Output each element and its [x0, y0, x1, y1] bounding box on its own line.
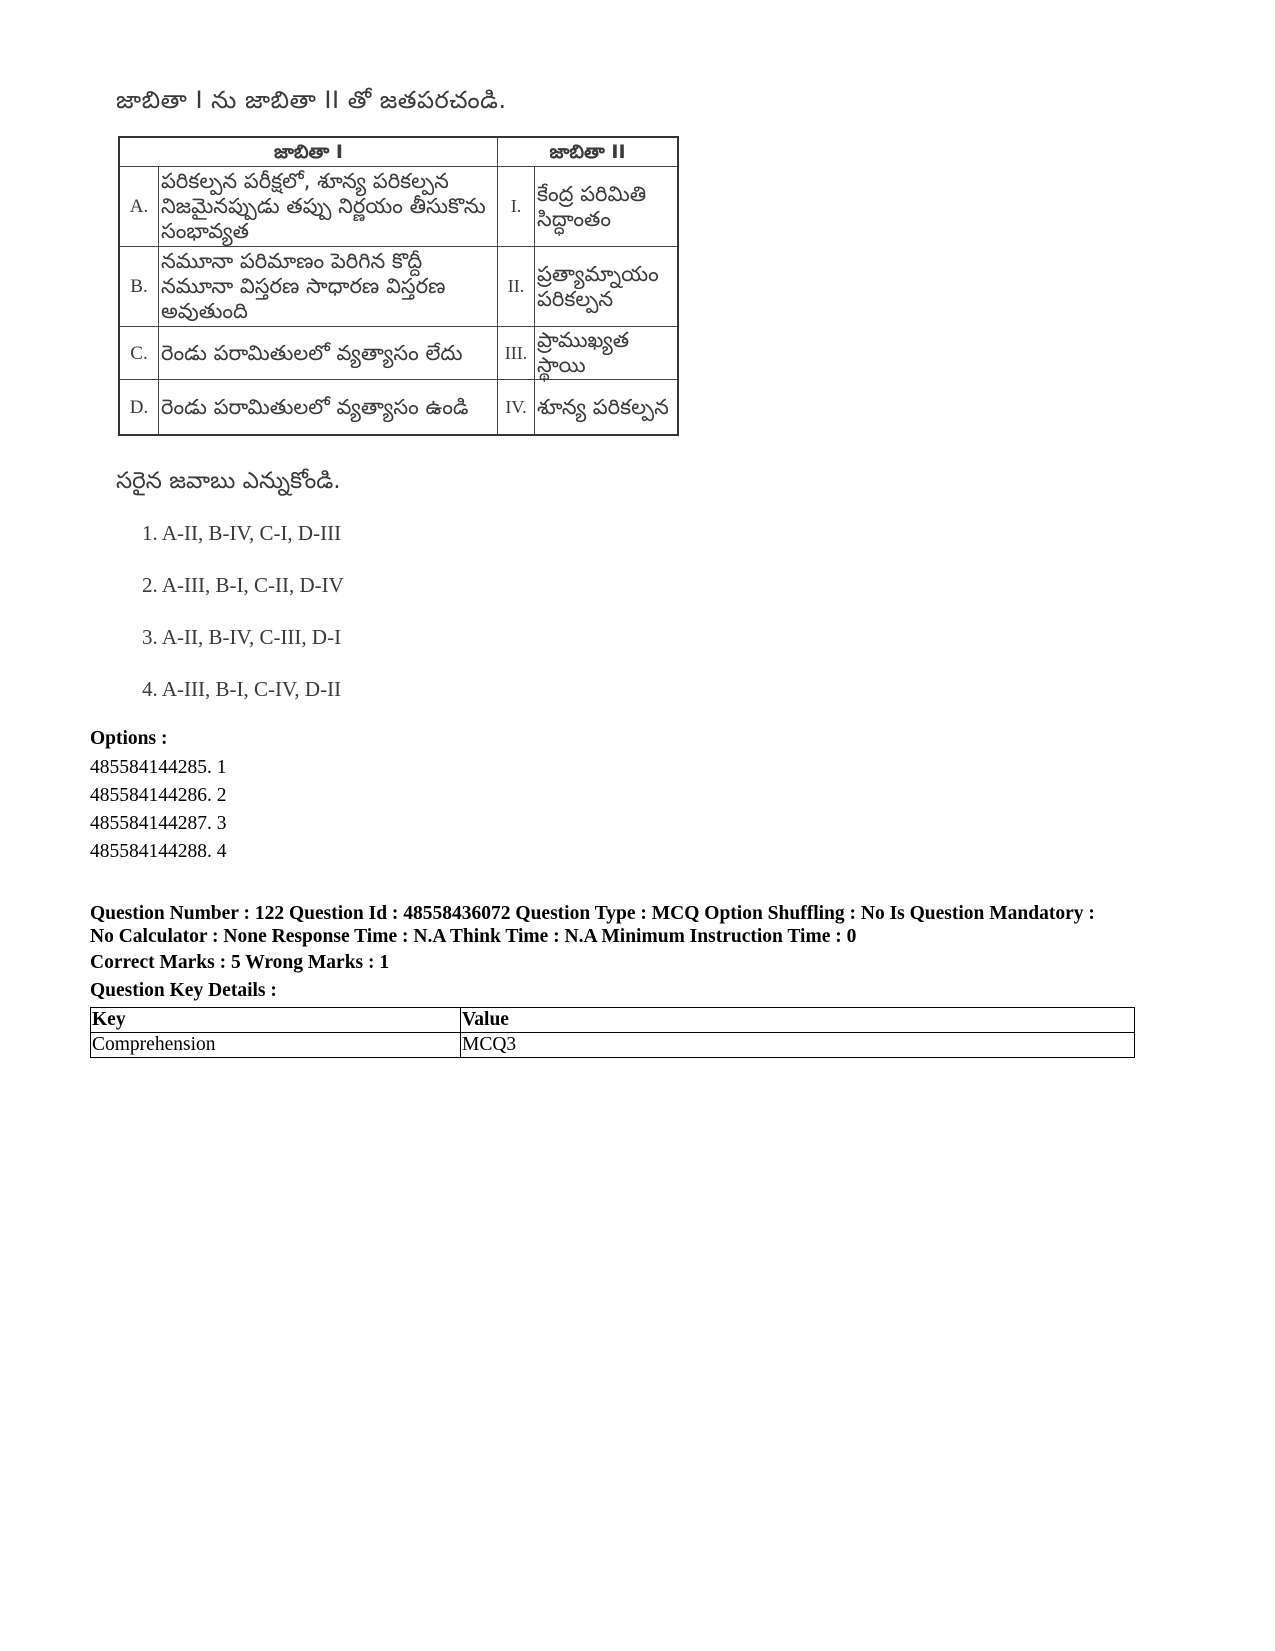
row-letter: C.: [119, 327, 159, 380]
row-roman: III.: [498, 327, 535, 380]
row-letter: A.: [119, 167, 159, 247]
row-description: రెండు పరామితులలో వ్యత్యాసం లేదు: [159, 327, 498, 380]
question-meta-line-2: No Calculator : None Response Time : N.A Think Time : N.A Minimum Instruction Time : 0: [90, 926, 857, 947]
row-letter: B.: [119, 247, 159, 327]
value-cell: MCQ3: [461, 1033, 1135, 1058]
choose-answer-prompt: సరైన జవాబు ఎన్నుకోండి.: [116, 468, 341, 494]
row-answer: శూన్య పరికల్పన: [535, 380, 679, 436]
key-details-table: [90, 1007, 1135, 1058]
match-row: [119, 380, 678, 436]
answer-choice: 2. A-III, B-I, C-II, D-IV: [142, 573, 344, 597]
row-answer: కేంద్ర పరిమితి సిద్ధాంతం: [535, 167, 679, 247]
match-table: [118, 136, 679, 436]
key-details-label: Question Key Details :: [90, 980, 277, 1001]
options-label: Options :: [90, 728, 168, 749]
match-instruction: జాబితా I ను జాబితా II తో జతపరచండి.: [116, 86, 507, 114]
key-header: Key: [91, 1008, 461, 1033]
match-row: [119, 247, 678, 327]
option-item: 485584144285. 1: [90, 757, 227, 778]
table-row: [91, 1033, 1135, 1058]
marks-line: Correct Marks : 5 Wrong Marks : 1: [90, 952, 390, 973]
list-2-header: జాబితా II: [498, 137, 679, 167]
answer-choice: 4. A-III, B-I, C-IV, D-II: [142, 677, 342, 701]
row-roman: I.: [498, 167, 535, 247]
row-letter: D.: [119, 380, 159, 436]
answer-choices: [142, 520, 344, 728]
row-roman: IV.: [498, 380, 535, 436]
option-item: 485584144288. 4: [90, 841, 227, 862]
row-description: నమూనా పరిమాణం పెరిగిన కొద్దీ నమూనా విస్తరణ సాధారణ విస్తరణ అవుతుంది: [159, 247, 498, 327]
row-description: పరికల్పన పరీక్షలో, శూన్య పరికల్పన నిజమైనప్పుడు తప్పు నిర్ణయం తీసుకొను సంభావ్యత: [159, 167, 498, 247]
row-description: రెండు పరామితులలో వ్యత్యాసం ఉండి: [159, 380, 498, 436]
match-row: [119, 167, 678, 247]
option-item: 485584144286. 2: [90, 785, 227, 806]
answer-choice: 1. A-II, B-IV, C-I, D-III: [142, 521, 342, 545]
question-meta-line-1: Question Number : 122 Question Id : 48558436072 Question Type : MCQ Option Shuffling : No Is Question Mandatory :: [90, 903, 1095, 924]
question-meta: [90, 902, 1150, 948]
row-roman: II.: [498, 247, 535, 327]
key-cell: Comprehension: [91, 1033, 461, 1058]
options-list: [90, 754, 227, 866]
option-item: 485584144287. 3: [90, 813, 227, 834]
value-header: Value: [461, 1008, 1135, 1033]
answer-choice: 3. A-II, B-IV, C-III, D-I: [142, 625, 342, 649]
row-answer: ప్రాముఖ్యత స్థాయి: [535, 327, 679, 380]
match-row: [119, 327, 678, 380]
row-answer: ప్రత్యామ్నాయం పరికల్పన: [535, 247, 679, 327]
list-1-header: జాబితా I: [119, 137, 498, 167]
